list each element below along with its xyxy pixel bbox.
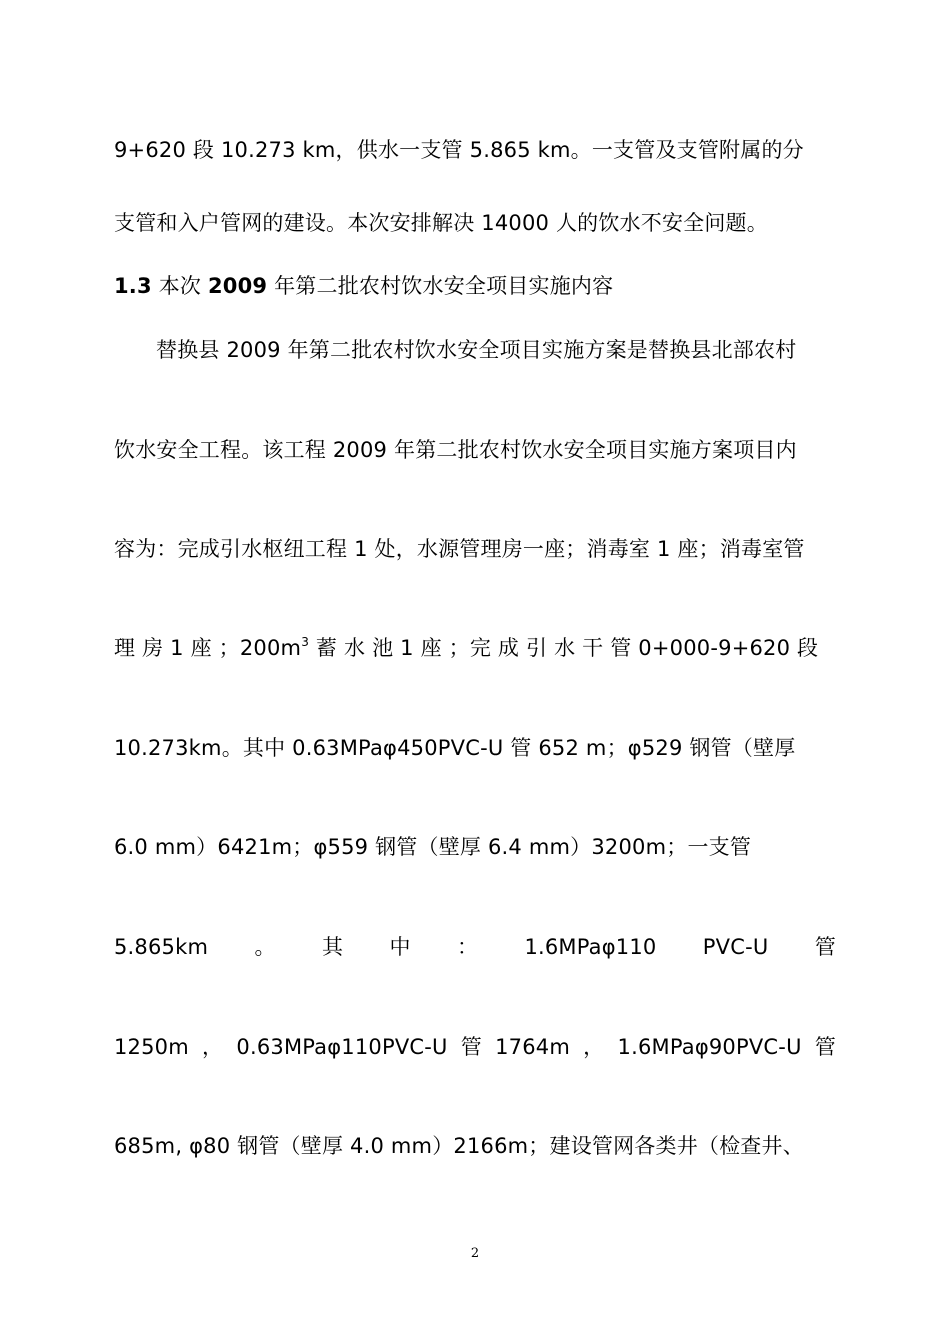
- word: 管: [814, 1035, 836, 1059]
- word: 管: [814, 935, 836, 959]
- word: ：: [456, 935, 479, 959]
- paragraph-line: [114, 1032, 836, 1062]
- word: 5.865km: [114, 935, 209, 959]
- paragraph-line: 10.273km。其中 0.63MPaφ450PVC-U 管 652 m；φ529 钢管（壁厚: [114, 736, 796, 760]
- paragraph-line: [114, 633, 836, 663]
- paragraph-line: 9+620 段 10.273 km，供水一支管 5.865 km。一支管及支管附属的分: [114, 138, 804, 162]
- line-text: 理 房 1 座 ；200m: [114, 636, 302, 660]
- word: PVC-U: [702, 935, 769, 959]
- section-heading: [114, 271, 836, 301]
- paragraph-line: 饮水安全工程。该工程 2009 年第二批农村饮水安全项目实施方案项目内: [114, 438, 797, 462]
- paragraph-line: 685m, φ80 钢管（壁厚 4.0 mm）2166m；建设管网各类井（检查井、: [114, 1134, 804, 1158]
- heading-text: 本次: [151, 274, 208, 298]
- word: 1.6MPaφ110: [524, 935, 657, 959]
- paragraph-line: 6.0 mm）6421m；φ559 钢管（壁厚 6.4 mm）3200m；一支管: [114, 835, 752, 859]
- word: 1250m: [114, 1035, 189, 1059]
- heading-text: 年第二批农村饮水安全项目实施内容: [267, 274, 614, 298]
- word: 中: [389, 935, 411, 959]
- paragraph-line: 替换县 2009 年第二批农村饮水安全项目实施方案是替换县北部农村: [156, 338, 797, 362]
- heading-number: 1.3: [114, 274, 152, 298]
- word: ，: [202, 1035, 224, 1059]
- superscript: 3: [301, 635, 310, 649]
- word: 。: [254, 935, 276, 959]
- paragraph-line: [114, 932, 836, 962]
- paragraph-line: 支管和入户管网的建设。本次安排解决 14000 人的饮水不安全问题。: [114, 211, 768, 235]
- heading-year: 2009: [207, 274, 268, 298]
- paragraph-line: 容为：完成引水枢纽工程 1 处，水源管理房一座；消毒室 1 座；消毒室管: [114, 537, 805, 561]
- word: 0.63MPaφ110PVC-U: [236, 1035, 448, 1059]
- word: 管: [460, 1035, 482, 1059]
- word: 1.6MPaφ90PVC-U: [617, 1035, 802, 1059]
- line-text: 蓄 水 池 1 座 ；完 成 引 水 干 管 0+000-9+620 段: [309, 636, 819, 660]
- page-number: 2: [470, 1246, 480, 1261]
- word: ，: [583, 1035, 605, 1059]
- word: 1764m: [495, 1035, 571, 1059]
- word: 其: [321, 935, 344, 959]
